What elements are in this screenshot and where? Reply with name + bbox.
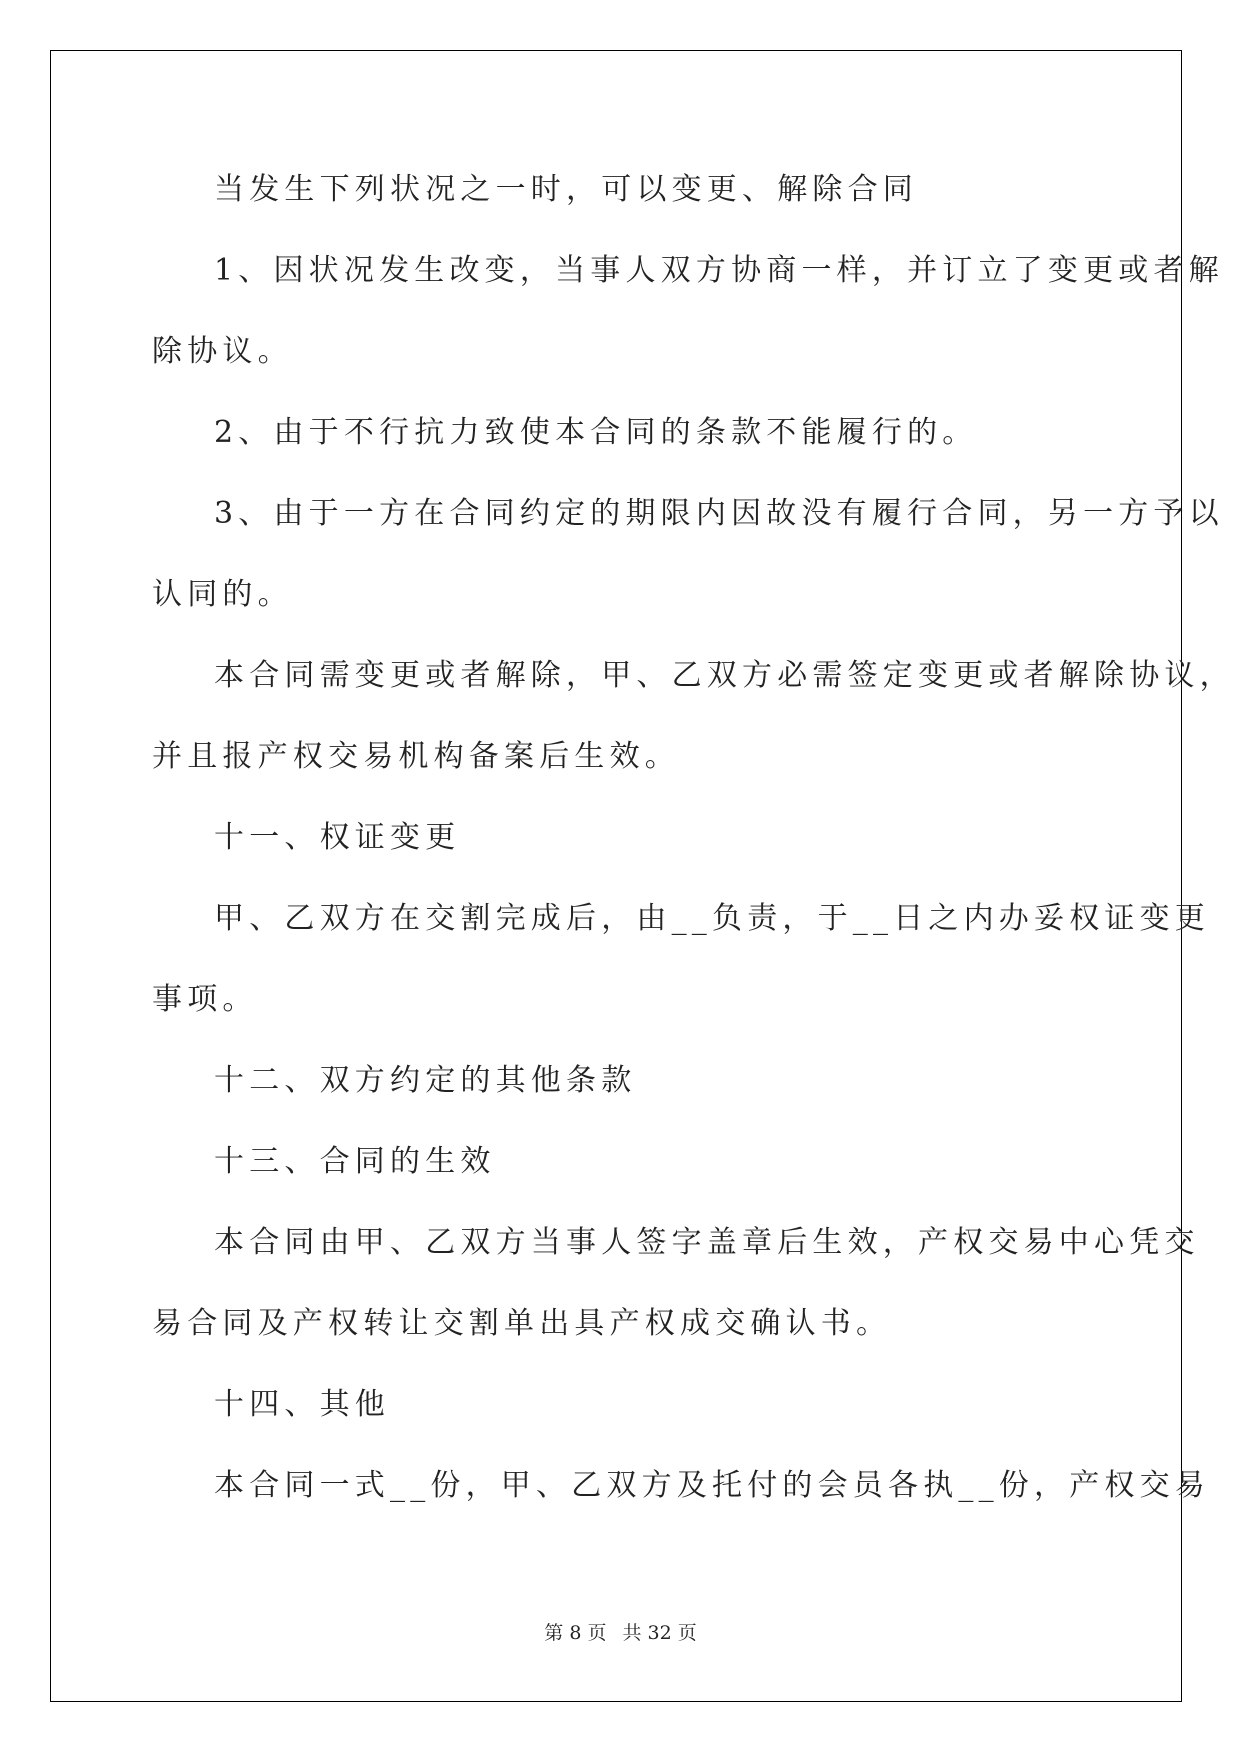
paragraph-line: 易合同及产权转让交割单出具产权成交确认书。 bbox=[152, 1306, 892, 1341]
paragraph-line: 除协议。 bbox=[152, 334, 293, 369]
paragraph-line: 1、因状况发生改变，当事人双方协商一样，并订立了变更或者解 bbox=[214, 253, 1224, 288]
paragraph-line: 当发生下列状况之一时，可以变更、解除合同 bbox=[214, 172, 918, 207]
paragraph-line: 3、由于一方在合同约定的期限内因故没有履行合同，另一方予以 bbox=[214, 496, 1224, 531]
section-heading: 十三、合同的生效 bbox=[214, 1144, 496, 1179]
paragraph-line: 并且报产权交易机构备案后生效。 bbox=[152, 739, 680, 774]
paragraph-line: 本合同一式__份，甲、乙双方及托付的会员各执__份，产权交易 bbox=[214, 1468, 1210, 1503]
section-heading: 十二、双方约定的其他条款 bbox=[214, 1063, 637, 1098]
paragraph-line: 事项。 bbox=[152, 982, 258, 1017]
section-heading: 十四、其他 bbox=[214, 1387, 390, 1422]
page-count: 共 32 页 bbox=[622, 1622, 697, 1644]
paragraph-line: 甲、乙双方在交割完成后，由__负责，于__日之内办妥权证变更 bbox=[214, 901, 1210, 936]
paragraph-line: 认同的。 bbox=[152, 577, 293, 612]
page-number: 第 8 页 bbox=[544, 1622, 607, 1644]
paragraph-line: 2、由于不行抗力致使本合同的条款不能履行的。 bbox=[214, 415, 978, 450]
paragraph-line: 本合同由甲、乙双方当事人签字盖章后生效，产权交易中心凭交 bbox=[214, 1225, 1200, 1260]
page-border bbox=[50, 50, 1182, 1702]
paragraph-line: 本合同需变更或者解除，甲、乙双方必需签定变更或者解除协议， bbox=[214, 658, 1235, 693]
page-footer bbox=[0, 1618, 1241, 1645]
section-heading: 十一、权证变更 bbox=[214, 820, 461, 855]
